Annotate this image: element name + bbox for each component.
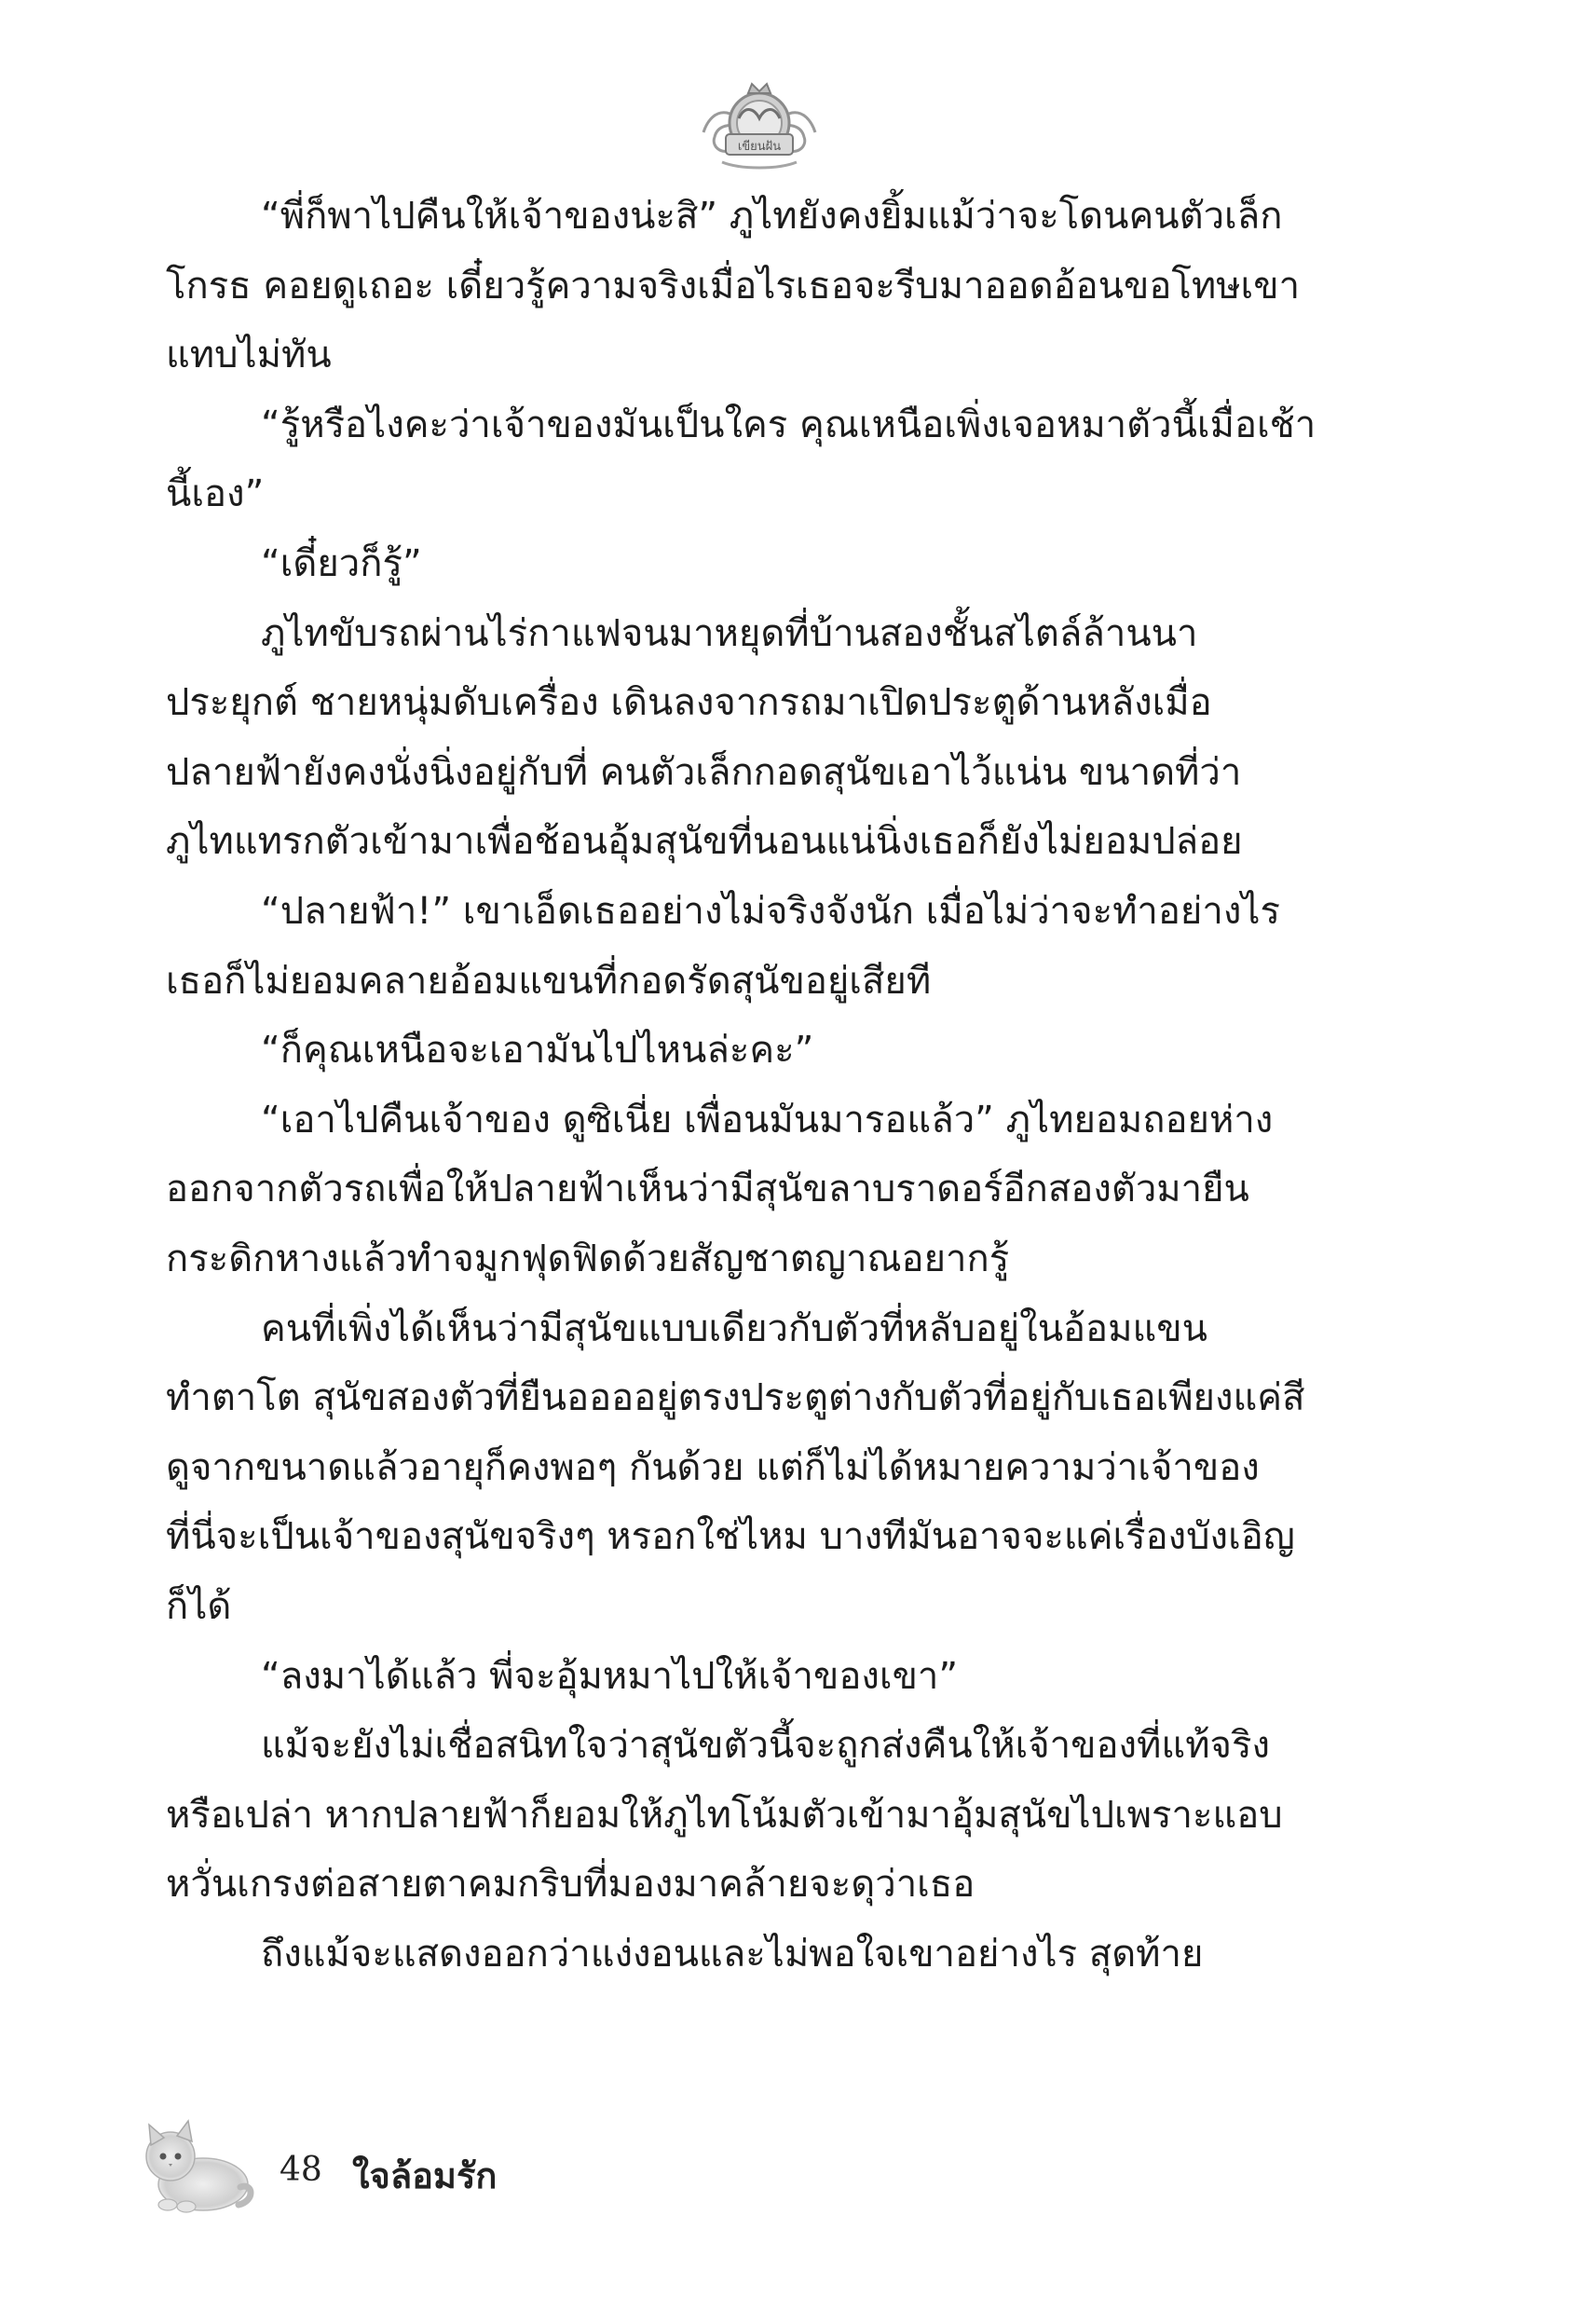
text-line: แม้จะยังไม่เชื่อสนิทใจว่าสุนัขตัวนี้จะถูกส่งคืนให้เจ้าของที่แท้จริง [261,1724,1271,1768]
text-line: เธอก็ไม่ยอมคลายอ้อมแขนที่กอดรัดสุนัขอยู่เสียที [166,959,932,1003]
ornamental-crest-icon [694,76,825,179]
text-line: ดูจากขนาดแล้วอายุก็คงพอๆ กันด้วย แต่ก็ไม่ได้หมายความว่าเจ้าของ [166,1445,1260,1489]
text-line: กระดิกหางแล้วทำจมูกฟุดฟิดด้วยสัญชาตญาณอยากรู้ [166,1238,1010,1280]
text-line: “เดี๋ยวก็รู้” [261,542,422,585]
text-line: “ลงมาได้แล้ว พี่จะอุ้มหมาไปให้เจ้าของเขา” [261,1654,959,1698]
text-line: ภูไทแทรกตัวเข้ามาเพื่อช้อนอุ้มสุนัขที่นอนแน่นิ่งเธอก็ยังไม่ยอมปล่อย [166,820,1243,864]
text-line: โกรธ คอยดูเถอะ เดี๋ยวรู้ความจริงเมื่อไรเธอจะรีบมาออดอ้อนขอโทษเขา [166,264,1301,308]
text-line: “ก็คุณเหนือจะเอามันไปไหนล่ะคะ” [261,1029,814,1073]
text-line: ออกจากตัวรถเพื่อให้ปลายฟ้าเห็นว่ามีสุนัขลาบราดอร์อีกสองตัวมายืน [166,1168,1249,1211]
text-line: หวั่นเกรงต่อสายตาคมกริบที่มองมาคล้ายจะดุว่าเธอ [166,1863,975,1907]
text-line: ก็ได้ [166,1585,232,1628]
text-line: “ปลายฟ้า!” เขาเอ็ดเธออย่างไม่จริงจังนัก เมื่อไม่ว่าจะทำอย่างไร [261,890,1280,933]
text-line: ทำตาโต สุนัขสองตัวที่ยืนออออยู่ตรงประตูต่างกับตัวที่อยู่กับเธอเพียงแค่สี [166,1376,1305,1420]
text-line: “รู้หรือไงคะว่าเจ้าของมันเป็นใคร คุณเหนือเพิ่งเจอหมาตัวนี้เมื่อเช้า [261,403,1316,446]
logo-text: เขียนฝัน [737,140,782,154]
text-line: คนที่เพิ่งได้เห็นว่ามีสุนัขแบบเดียวกับตัวที่หลับอยู่ในอ้อมแขน [261,1306,1207,1350]
book-title: ใจล้อมรัก [352,2155,498,2196]
text-line: ประยุกต์ ชายหนุ่มดับเครื่อง เดินลงจากรถมาเปิดประตูด้านหลังเมื่อ [166,681,1212,725]
text-line: ถึงแม้จะแสดงออกว่าแง่งอนและไม่พอใจเขาอย่างไร สุดท้าย [261,1933,1204,1976]
text-line: แทบไม่ทัน [166,334,332,377]
text-line: “เอาไปคืนเจ้าของ ดูซิเนี่ย เพื่อนมันมารอแล้ว” ภูไทยอมถอยห่าง [261,1098,1274,1142]
text-line: นี้เอง” [166,472,265,516]
text-line: ที่นี่จะเป็นเจ้าของสุนัขจริงๆ หรอกใช่ไหม บางทีมันอาจจะแค่เรื่องบังเอิญ [166,1515,1295,1559]
text-line: “พี่ก็พาไปคืนให้เจ้าของน่ะสิ” ภูไทยังคงยิ้มแม้ว่าจะโดนคนตัวเล็ก [261,195,1283,238]
text-line: ภูไทขับรถผ่านไร่กาแฟจนมาหยุดที่บ้านสองชั้นสไตล์ล้านนา [261,611,1198,655]
text-line: หรือเปล่า หากปลายฟ้าก็ยอมให้ภูไทโน้มตัวเข้ามาอุ้มสุนัขไปเพราะแอบ [166,1793,1283,1837]
header-logo [694,76,825,179]
text-line: ปลายฟ้ายังคงนั่งนิ่งอยู่กับที่ คนตัวเล็กกอดสุนัขเอาไว้แน่น ขนาดที่ว่า [166,750,1242,794]
page-number: 48 [280,2151,322,2189]
kitten-icon [129,2108,259,2220]
